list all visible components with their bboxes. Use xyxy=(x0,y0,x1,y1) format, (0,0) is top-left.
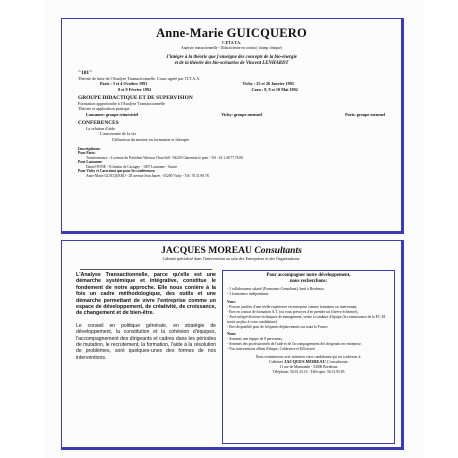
recruitment-line-1: - 1 collaborateur salarié (Formateur-Consultant), basé à Bordeaux xyxy=(227,287,324,292)
recruitment-line-2: - 3 formateurs indépendants xyxy=(227,292,269,297)
advert-subtitle: Analyste transactionnelle - Didacticienne en contrat ( champ clinique) xyxy=(181,45,282,50)
recruitment-heading-2: nous recherchons: xyxy=(289,278,328,284)
cabinet-name: JACQUES MOREAU xyxy=(284,358,326,364)
recruitment-vous-4: - Etes disponible pour de fréquents déplacements sur toute la France xyxy=(227,324,328,329)
recruitment-phone: Téléphone: 56.91.33.14 - Télécopie: 56.31.93.85 xyxy=(272,369,345,374)
conference-3: Utilisation du moteur en formation et thérapie xyxy=(112,136,189,142)
moreau-tagline: Cabinet spécialisé dans l'intervention au sein des Entreprises et des Organisations. xyxy=(162,256,301,261)
section-101-line: Théorie de base de l'Analyse Transactionnelle. Cours agréé par l'I.T.A.A. xyxy=(78,76,201,82)
conference-1: La relation d'aide xyxy=(86,126,116,132)
moreau-advert xyxy=(61,240,404,450)
recruitment-vous-2: - Etes en contrat de formation A.T. (ou vous prévoyez d'en prendre un à brève échéance), xyxy=(227,309,359,314)
recruitment-nous-3: - Nos interventions allient Ethique, Cohérence et Efficience xyxy=(227,347,315,352)
recruitment-nous-2: - Sommes des professionnels de l'aide et de l'accompagnement des dirigeants en entreprise, xyxy=(227,342,362,347)
inscriptions-lausanne-heading: Pour Lausanne: xyxy=(78,160,103,165)
moreau-paragraph-2: Le conseil en politique générale, en stratégie de développement, la constitution et la cohésion d'équipes, l'accompagnement des dirigeants et cadres dans les périodes de mutation, le recrutement, la formation, l'aide à la résolution de problèmes, sont quelques-unes des formes de nos interventions. xyxy=(76,322,216,361)
moreau-title xyxy=(62,245,401,256)
recruitment-nous-1: - Sommes une équipe de 8 personnes, xyxy=(227,337,283,342)
section-conferences-title: CONFERENCES xyxy=(78,119,119,126)
recruitment-candidature: Nous examinerons avec attention votre candidature qui est à adresser à: xyxy=(255,355,362,360)
section-groupe-title: GROUPE DIDACTIQUE ET DE SUPERVISION xyxy=(78,94,193,101)
date-vichy-1: Vichy : 25 et 26 Janvier 1992 xyxy=(242,81,294,87)
advert-org: C.P.T.S.T.A. xyxy=(222,41,241,45)
conference-2: L'autonomie de la vie xyxy=(100,131,137,137)
moreau-title-main: JACQUES MOREAU xyxy=(161,245,252,256)
advert-name: Anne-Marie GUICQUERO xyxy=(156,26,307,40)
inscriptions-paris: Transformance - 4 avenue du Président Winston Churchill - 94220 Charenton le pont - Tél : 16.1.48.77.76.00. xyxy=(86,155,244,160)
recruitment-heading-1: Pour accompagner notre développement, xyxy=(266,273,351,278)
section-groupe-line-2: Théorie et application pratique xyxy=(78,106,130,112)
advert-intro-line-2: et de la théorie des bio-scénarios de Vincent LENHARDT xyxy=(174,60,289,66)
section-groupe-line-1: Formation approfondie à l'Analyse Transactionnelle xyxy=(78,101,166,107)
recruitment-vous: Vous: xyxy=(227,300,236,304)
recruitment-vous-1: - Pouvez justifier d'une réelle expérience en entreprise comme formateur ou intervenant, xyxy=(227,304,358,309)
location-paris: Paris: groupe mensuel xyxy=(345,111,385,117)
section-groupe-locations xyxy=(78,112,385,117)
inscriptions-vichy-heading: Pour Vichy et Caen ainsi que pour les conférences: xyxy=(78,169,156,174)
recruitment-box xyxy=(222,270,395,444)
recruitment-address: 11 rue de Marmande - 33000 Bordeaux xyxy=(279,364,338,369)
section-101-dates-2 xyxy=(78,87,385,92)
section-101-title: "101" xyxy=(78,69,93,76)
inscriptions-paris-heading: Pour Paris: xyxy=(78,151,96,156)
inscriptions-vichy: Anne-Marie GUICQUERO - 28 avenue Jean Jaurès - 03200 Vichy - Tél: 70.31.98.78. xyxy=(86,174,210,178)
advert-intro-line-1: J'intègre à la théorie que j'enseigne des concepts de la bio-énergie xyxy=(166,55,297,61)
recruitment-vous-3: - Avez intégré diverses techniques de management, venez à conduire d'équipe (la connaissance de la P.C.M. serait un plus à votre candidature) xyxy=(227,314,386,324)
date-paris-1: Paris : 3 et 4 Octobre 1991 xyxy=(100,81,148,87)
location-vichy: Vichy: groupe mensuel xyxy=(221,111,263,117)
inscriptions-lausanne: Daniel FONE - 8 chemin de Castigny - 1007 Lausanne - Suisse xyxy=(86,164,178,169)
date-paris-2: 8 et 9 Février 1992 xyxy=(118,86,152,92)
guicquero-advert xyxy=(61,18,404,234)
location-lausanne: Lausanne: groupe trimestriel xyxy=(86,111,139,117)
title-divider xyxy=(80,269,212,270)
date-caen: Caen : 8, 9 et 10 Mai 1992 xyxy=(251,86,298,92)
moreau-paragraph-1: L'Analyse Transactionnelle, parce qu'elle est une démarche systémique et intégrative, constitue le fondement de notre approche. Elle nous conière à la fois un cadre méthodologique, des outils et une démarche permettant de vivre l'entreprise comme un espace de développement, de créativité, de croissance, de changement et de bien-être. xyxy=(76,272,216,317)
inscriptions-title: Inscriptions: xyxy=(78,145,101,151)
recruitment-nous: Nous: xyxy=(227,332,237,337)
cabinet-sub: Consultants xyxy=(326,358,348,364)
moreau-title-sub: Consultants xyxy=(254,245,302,256)
cabinet-label: Cabinet xyxy=(269,358,283,364)
moreau-left-column xyxy=(76,272,216,367)
